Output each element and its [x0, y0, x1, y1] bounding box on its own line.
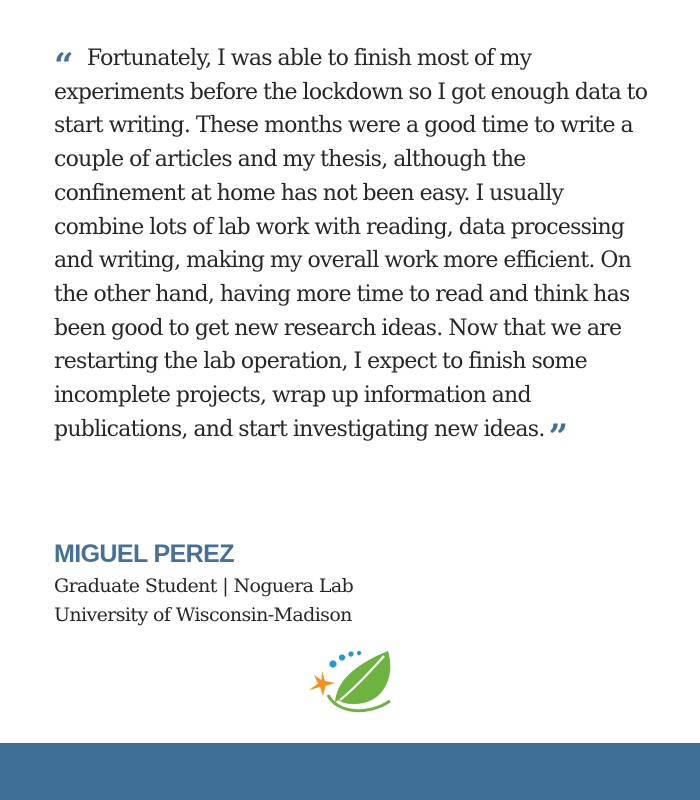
person-institution: University of Wisconsin-Madison: [54, 604, 352, 626]
open-quote-icon: “: [54, 46, 73, 86]
testimonial-quote: [54, 42, 654, 457]
logo-dots: [329, 651, 361, 668]
footer-bar: [0, 743, 700, 800]
logo-star: [309, 671, 335, 696]
person-name: MIGUEL PEREZ: [54, 540, 234, 568]
close-quote-icon: ”: [548, 416, 568, 457]
quote-text: Fortunately, I was able to finish most of my experiments before the lockdown so I got enough data to start writing. These months were a good time to write a couple of articles and my thesis, although the confinement at home has not been easy. I usually combine lots of lab work with reading, data processing and writing, making my overall work more efficient. On the other hand, having more time to read and think has been good to get new research ideas. Now that we are restarting the lab operation, I expect to finish some incomplete projects, wrap up information and publications, and start investigating new ideas.: [54, 46, 648, 442]
person-role: Graduate Student | Noguera Lab: [54, 575, 354, 597]
leaf-star-logo-icon: [306, 645, 398, 717]
